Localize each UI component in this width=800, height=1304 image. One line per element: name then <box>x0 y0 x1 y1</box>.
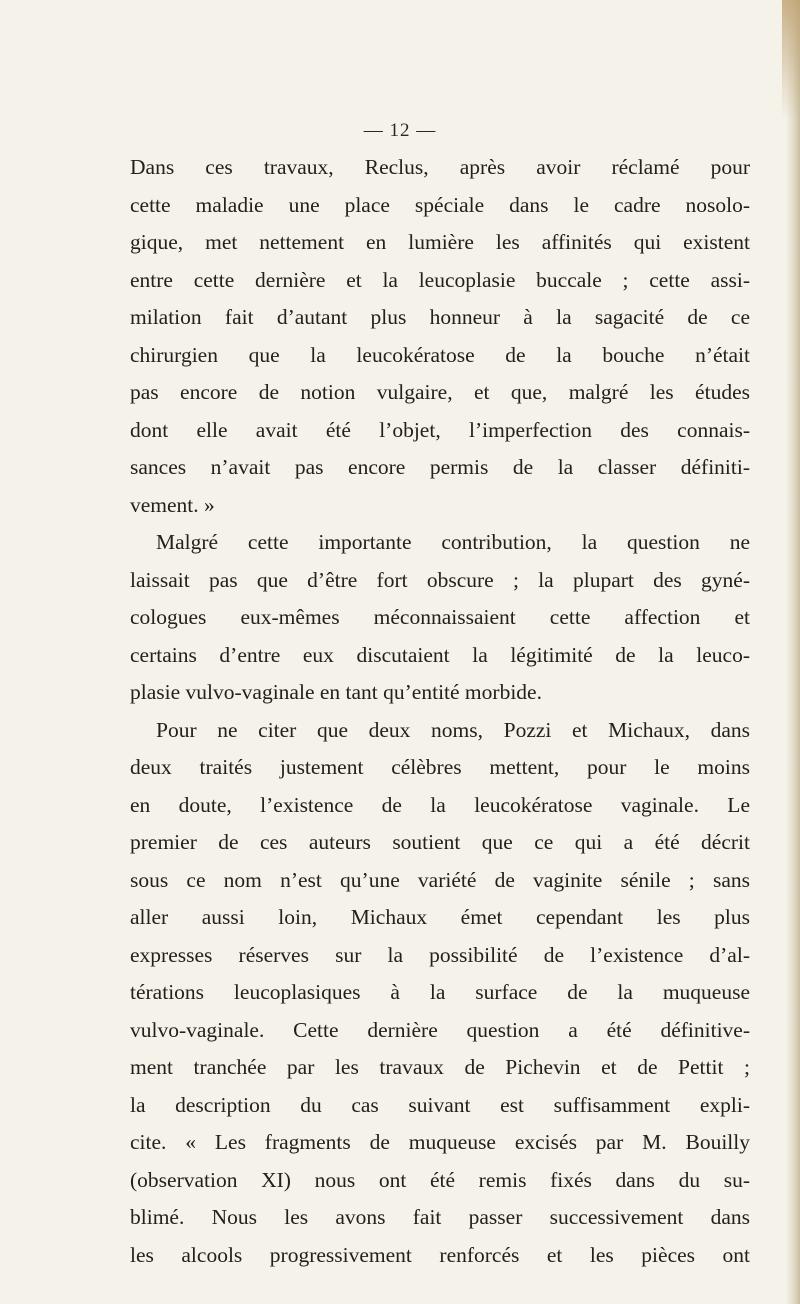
text-line: dont elle avait été l’objet, l’imperfection des connais- <box>130 417 750 442</box>
text-line: sous ce nom n’est qu’une variété de vaginite sénile ; sans <box>130 867 750 892</box>
text-line: cite. « Les fragments de muqueuse excisés par M. Bouilly <box>130 1130 750 1154</box>
text-line: Malgré cette importante contribution, la question ne <box>156 530 750 554</box>
text-line: sances n’avait pas encore permis de la classer définiti- <box>130 455 750 479</box>
text-line: (observation XI) nous ont été remis fixés dans du su- <box>130 1167 750 1192</box>
text-line: cologues eux-mêmes méconnaissaient cette affection et <box>130 605 750 629</box>
text-line: milation fait d’autant plus honneur à la sagacité de ce <box>130 305 750 329</box>
text-line: premier de ces auteurs soutient que ce qui a été décrit <box>130 830 750 854</box>
text-line: aller aussi loin, Michaux émet cependant les plus <box>130 905 750 929</box>
text-line: Dans ces travaux, Reclus, après avoir réclamé pour <box>130 155 750 179</box>
text-line: térations leucoplasiques à la surface de la muqueuse <box>130 980 750 1004</box>
text-line: en doute, l’existence de la leucokératose vaginale. Le <box>130 792 750 817</box>
text-line: la description du cas suivant est suffisamment expli- <box>130 1092 750 1117</box>
text-line: expresses réserves sur la possibilité de l’existence d’al- <box>130 942 750 967</box>
page-corner-stain <box>782 0 800 120</box>
text-line: cette maladie une place spéciale dans le cadre nosolo- <box>130 192 750 217</box>
body-text <box>130 149 750 1274</box>
text-line: Pour ne citer que deux noms, Pozzi et Michaux, dans <box>156 717 750 742</box>
text-line: vement. » <box>130 492 215 517</box>
text-line: plasie vulvo-vaginale en tant qu’entité morbide. <box>130 680 542 704</box>
text-line: chirurgien que la leucokératose de la bouche n’était <box>130 342 750 367</box>
text-line: blimé. Nous les avons fait passer successivement dans <box>130 1205 750 1229</box>
page-number: — 12 — <box>363 120 437 141</box>
text-line: entre cette dernière et la leucoplasie buccale ; cette assi- <box>130 267 750 292</box>
text-line: ment tranchée par les travaux de Pichevin et de Pettit ; <box>130 1055 750 1079</box>
text-line: laissait pas que d’être fort obscure ; la plupart des gyné- <box>130 567 750 592</box>
text-line: certains d’entre eux discutaient la légitimité de la leuco- <box>130 642 750 667</box>
text-line: vulvo-vaginale. Cette dernière question a été définitive- <box>130 1017 750 1042</box>
text-line: les alcools progressivement renforcés et les pièces ont <box>130 1242 750 1267</box>
text-line: pas encore de notion vulgaire, et que, malgré les études <box>130 380 750 404</box>
page-edge-shadow <box>786 0 800 1304</box>
text-line: deux traités justement célèbres mettent, pour le moins <box>130 755 750 779</box>
text-line: gique, met nettement en lumière les affinités qui existent <box>130 230 750 254</box>
